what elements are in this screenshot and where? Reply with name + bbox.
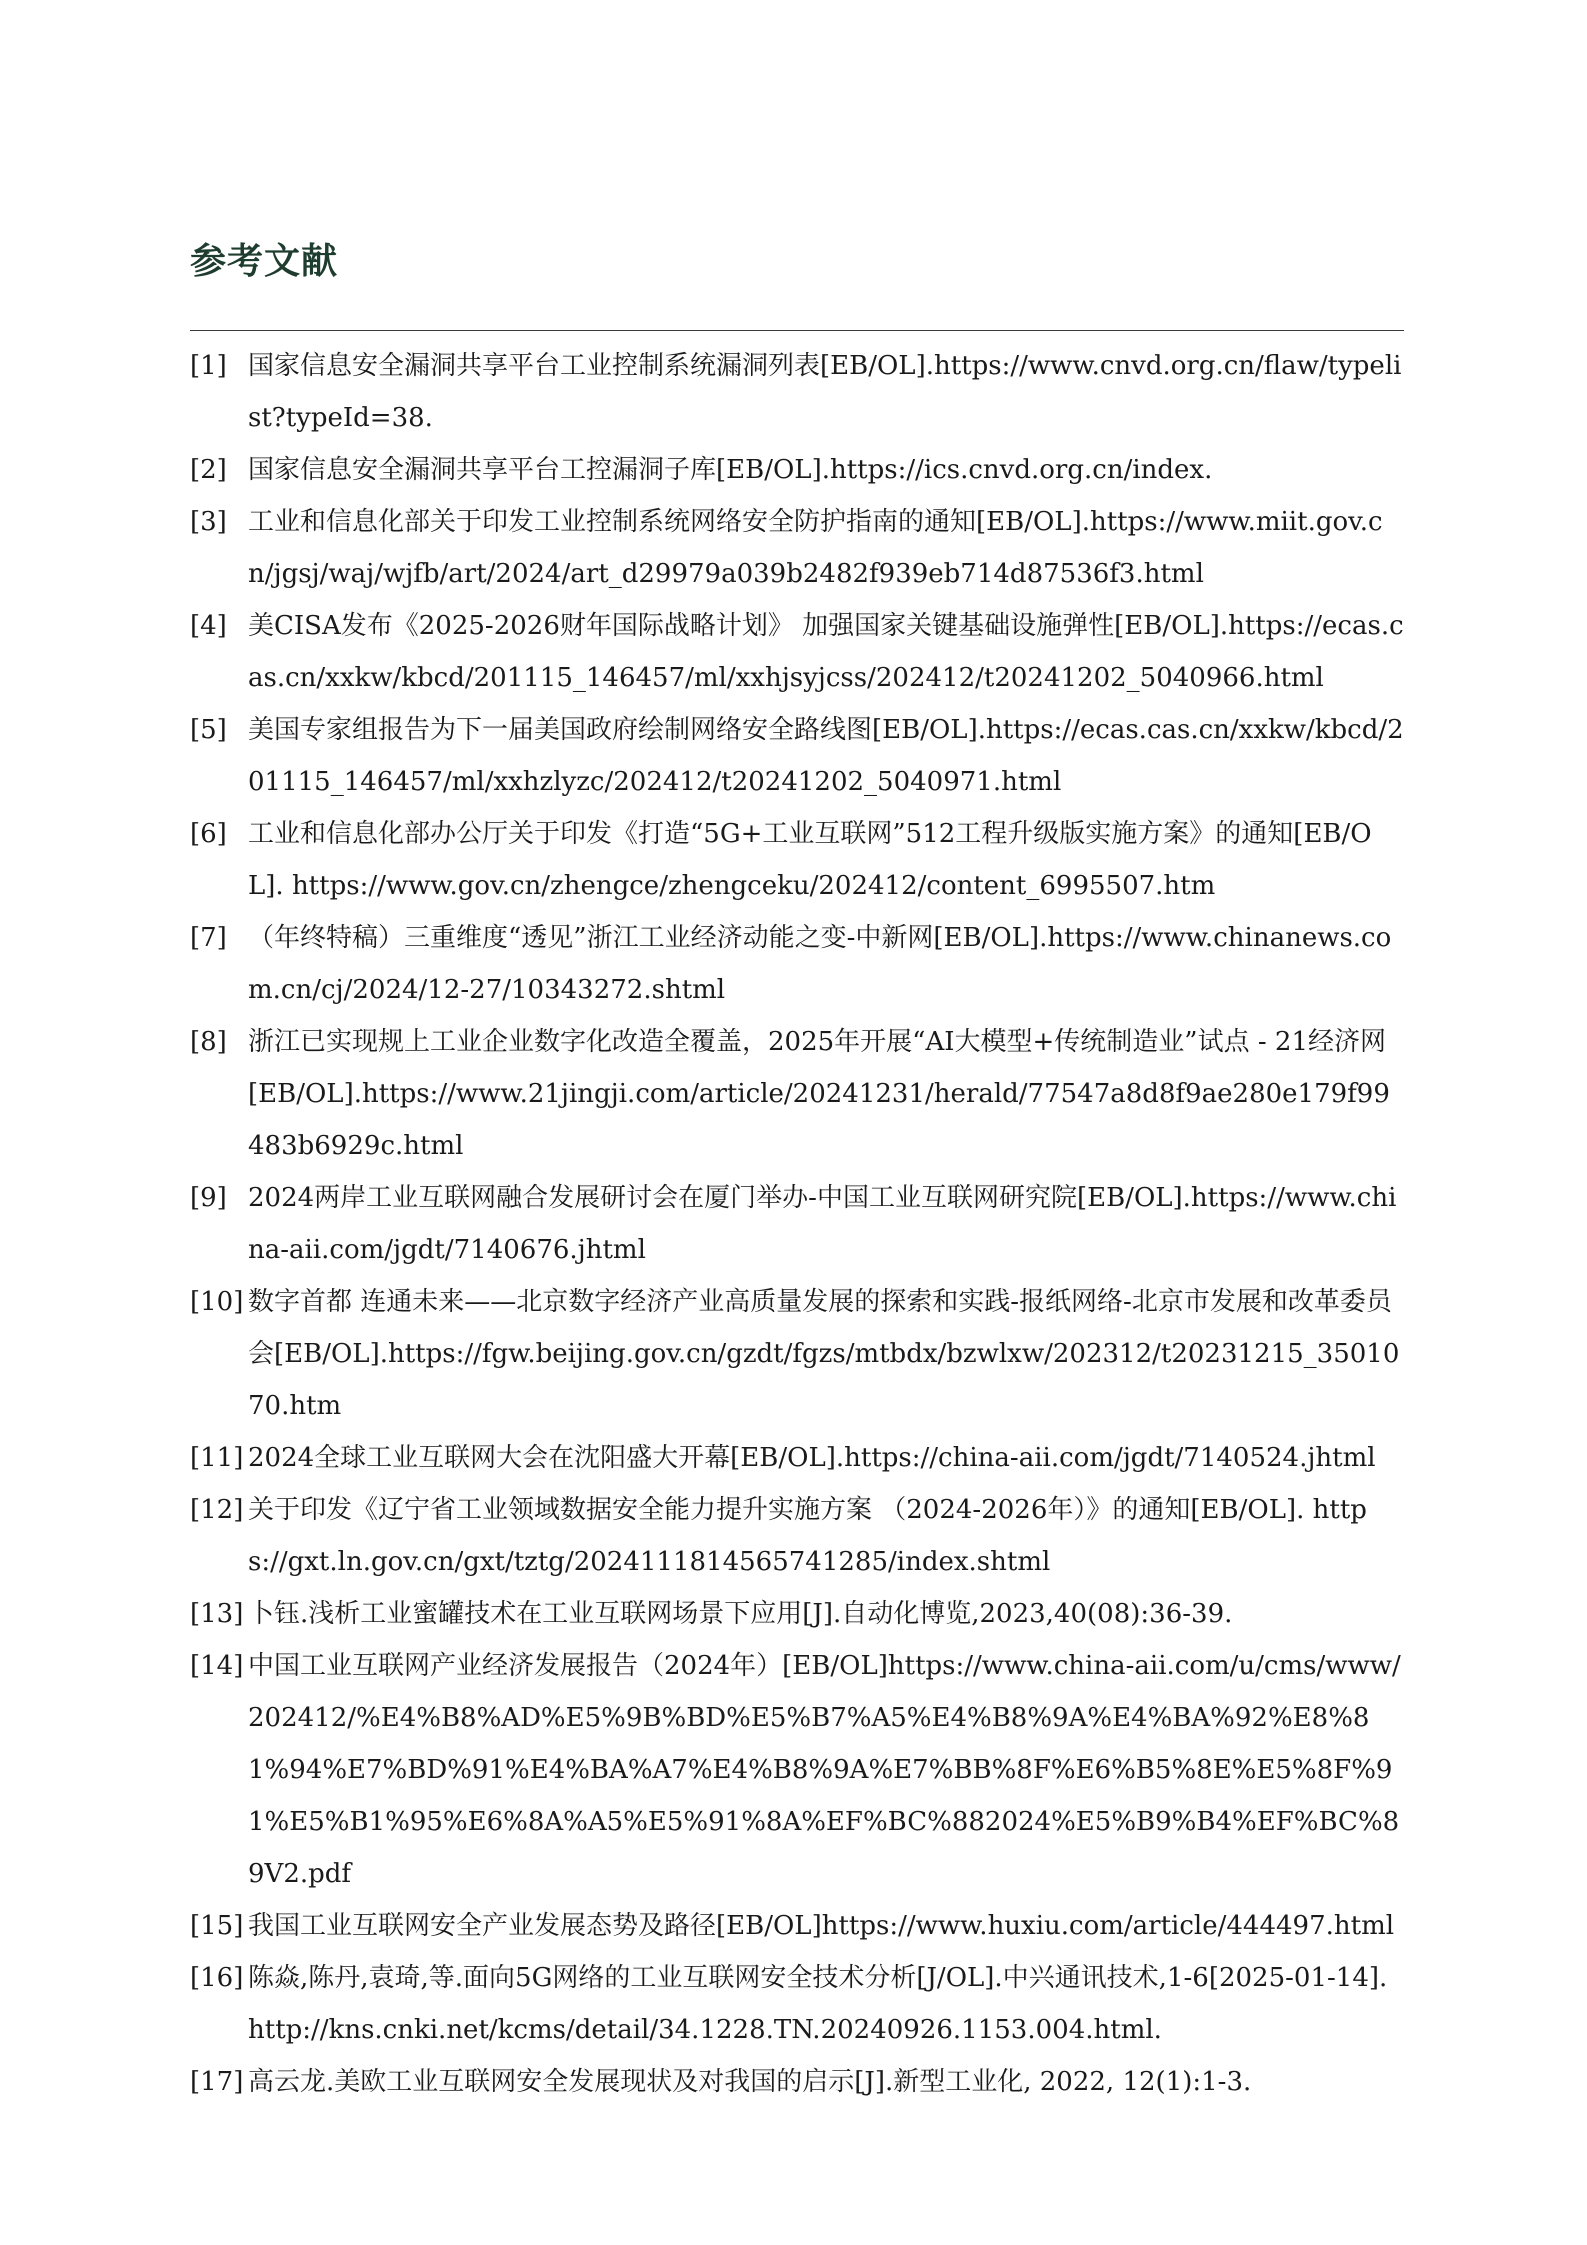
reference-text: 高云龙.美欧工业互联网安全发展现状及对我国的启示[J].新型工业化, 2022, 12(1):1-3.: [248, 2067, 1252, 2097]
reference-item: [190, 1952, 1404, 2056]
reference-number: [9]: [190, 1183, 227, 1213]
reference-item: [190, 1016, 1404, 1172]
reference-list: [190, 340, 1404, 2108]
section-heading: 参考文献: [190, 241, 339, 282]
reference-item: [190, 912, 1404, 1016]
reference-number: [17]: [190, 2067, 244, 2097]
reference-item: [190, 1172, 1404, 1276]
reference-number: [2]: [190, 455, 227, 485]
reference-number: [10]: [190, 1287, 244, 1317]
reference-number: [5]: [190, 715, 227, 745]
reference-number: [16]: [190, 1963, 244, 1993]
heading-divider: [190, 330, 1404, 331]
reference-number: [4]: [190, 611, 227, 641]
reference-number: [1]: [190, 351, 227, 381]
reference-text: 关于印发《辽宁省工业领域数据安全能力提升实施方案 （2024-2026年）》的通知[EB/OL]. https://gxt.ln.gov.cn/gxt/tztg/2024111814565741285/index.shtml: [248, 1495, 1367, 1577]
reference-item: [190, 496, 1404, 600]
reference-text: 卜钰.浅析工业蜜罐技术在工业互联网场景下应用[J].自动化博览,2023,40(08):36-39.: [248, 1599, 1233, 1629]
reference-item: [190, 1640, 1404, 1900]
reference-text: 工业和信息化部关于印发工业控制系统网络安全防护指南的通知[EB/OL].https://www.miit.gov.cn/jgsj/waj/wjfb/art/2024/art_d29979a039b2482f939eb714d87536f3.html: [248, 507, 1383, 589]
reference-item: [190, 2056, 1404, 2108]
reference-number: [13]: [190, 1599, 244, 1629]
reference-number: [6]: [190, 819, 227, 849]
reference-text: 数字首都 连通未来——北京数字经济产业高质量发展的探索和实践-报纸网络-北京市发展和改革委员会[EB/OL].https://fgw.beijing.gov.cn/gzdt/fgzs/mtbdx/bzwlxw/202312/t20231215_3501070.htm: [248, 1287, 1400, 1421]
reference-number: [11]: [190, 1443, 244, 1473]
reference-text: （年终特稿）三重维度“透见”浙江工业经济动能之变-中新网[EB/OL].https://www.chinanews.com.cn/cj/2024/12-27/10343272.shtml: [248, 923, 1392, 1005]
reference-text: 美CISA发布《2025-2026财年国际战略计划》 加强国家关键基础设施弹性[EB/OL].https://ecas.cas.cn/xxkw/kbcd/201115_146457/ml/xxhjsyjcss/202412/t20241202_5040966.html: [248, 611, 1404, 693]
reference-item: [190, 1900, 1404, 1952]
reference-text: 2024全球工业互联网大会在沈阳盛大开幕[EB/OL].https://china-aii.com/jgdt/7140524.jhtml: [248, 1443, 1376, 1473]
reference-text: 国家信息安全漏洞共享平台工控漏洞子库[EB/OL].https://ics.cnvd.org.cn/index.: [248, 455, 1213, 485]
reference-item: [190, 444, 1404, 496]
reference-item: [190, 704, 1404, 808]
reference-text: 浙江已实现规上工业企业数字化改造全覆盖，2025年开展“AI大模型+传统制造业”试点 - 21经济网[EB/OL].https://www.21jingji.com/article/20241231/herald/77547a8d8f9ae280e179f99483b6929c.html: [248, 1027, 1390, 1161]
reference-item: [190, 1276, 1404, 1432]
reference-number: [7]: [190, 923, 227, 953]
reference-item: [190, 808, 1404, 912]
reference-number: [15]: [190, 1911, 244, 1941]
reference-item: [190, 600, 1404, 704]
reference-number: [3]: [190, 507, 227, 537]
reference-text: 国家信息安全漏洞共享平台工业控制系统漏洞列表[EB/OL].https://www.cnvd.org.cn/flaw/typelist?typeId=38.: [248, 351, 1402, 433]
reference-number: [8]: [190, 1027, 227, 1057]
reference-text: 2024两岸工业互联网融合发展研讨会在厦门举办-中国工业互联网研究院[EB/OL].https://www.china-aii.com/jgdt/7140676.jhtml: [248, 1183, 1397, 1265]
reference-number: [12]: [190, 1495, 244, 1525]
reference-text: 陈焱,陈丹,袁琦,等.面向5G网络的工业互联网安全技术分析[J/OL].中兴通讯技术,1-6[2025-01-14].http://kns.cnki.net/kcms/detail/34.1228.TN.20240926.1153.004.html.: [248, 1963, 1388, 2045]
reference-item: [190, 340, 1404, 444]
reference-item: [190, 1432, 1404, 1484]
reference-item: [190, 1588, 1404, 1640]
reference-item: [190, 1484, 1404, 1588]
reference-text: 我国工业互联网安全产业发展态势及路径[EB/OL]https://www.huxiu.com/article/444497.html: [248, 1911, 1395, 1941]
reference-number: [14]: [190, 1651, 244, 1681]
reference-text: 中国工业互联网产业经济发展报告（2024年）[EB/OL]https://www.china-aii.com/u/cms/www/202412/%E4%B8%AD%E5%9B%BD%E5%B7%A5%E4%B8%9A%E4%BA%92%E8%81%94%E7%BD%91%E4%BA%A7%E4%B8%9A%E7%BB%8F%E6%B5%8E%E5%8F%91%E5%B1%95%E6%8A%A5%E5%91%8A%EF%BC%882024%E5%B9%B4%EF%BC%89V2.pdf: [248, 1651, 1401, 1889]
reference-text: 工业和信息化部办公厅关于印发《打造“5G+工业互联网”512工程升级版实施方案》的通知[EB/OL]. https://www.gov.cn/zhengce/zhengceku/202412/content_6995507.htm: [248, 819, 1372, 901]
reference-text: 美国专家组报告为下一届美国政府绘制网络安全路线图[EB/OL].https://ecas.cas.cn/xxkw/kbcd/201115_146457/ml/xxhzlyzc/202412/t20241202_5040971.html: [248, 715, 1404, 797]
